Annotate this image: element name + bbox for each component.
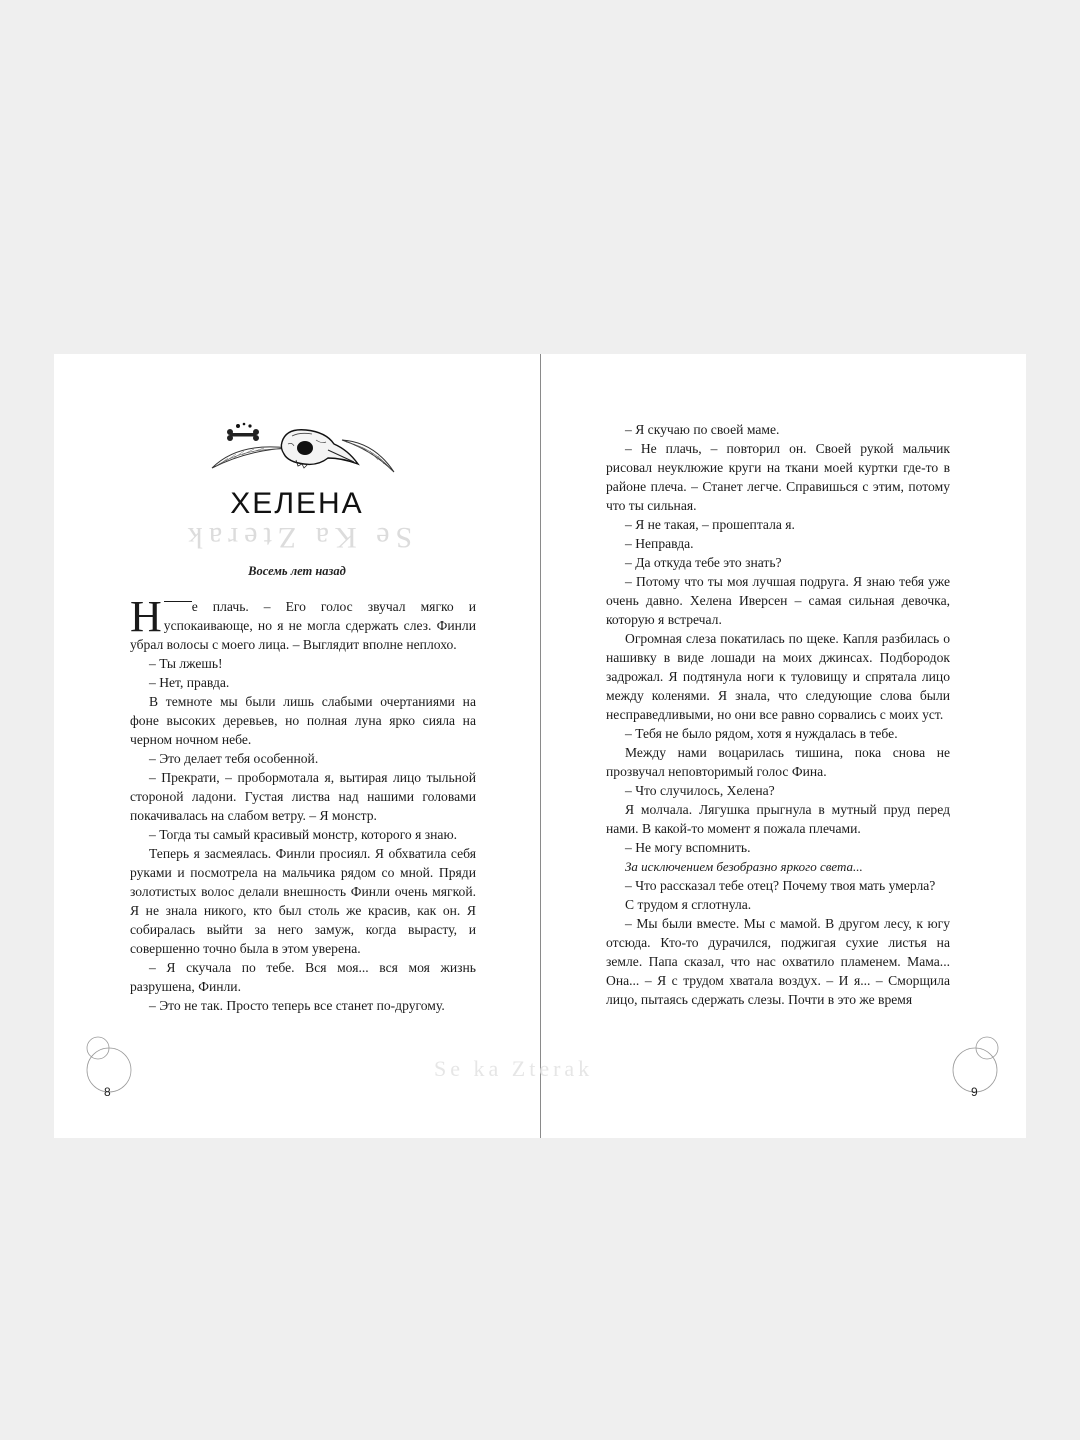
chapter-title: ХЕЛЕНА: [230, 487, 364, 520]
bottom-watermark: Se ka Zterak: [434, 1056, 594, 1081]
paragraph: – Что случилось, Хелена?: [625, 783, 775, 798]
page-number-right: 9: [971, 1085, 978, 1099]
page-number-circles-icon: [82, 1034, 142, 1094]
paragraph: – Прекрати, – пробормотала я, вытирая лицо тыльной стороной ладони. Густая листва над нашими головами покачивалась на слабом ветру. – Я монстр.: [130, 770, 476, 823]
paragraph: – Потому что ты моя лучшая подруга. Я знаю тебя уже очень давно. Хелена Иверсен – самая сильная девочка, которую я встречал.: [606, 574, 950, 627]
page-number-left: 8: [104, 1085, 111, 1099]
right-page: [541, 354, 1026, 1138]
paragraph: – Не плачь, – повторил он. Своей рукой мальчик рисовал неуклюжие круги на ткани моей куртки где-то в районе плеча. – Станет легче. Справишься с этим, потому что ты сильная.: [606, 441, 950, 513]
paragraph: – Неправда.: [625, 536, 694, 551]
paragraph: – Тогда ты самый красивый монстр, которого я знаю.: [149, 827, 458, 842]
paragraph: Теперь я засмеялась. Финли просиял. Я обхватила себя руками и посмотрела на мальчика рядом со мной. Пряди золотистых волос делали внешность Финли очень мягкой. Я не знала никого, кто был столь же красив, как он. Я собиралась выйти за него замуж, когда вырасту, и совершенно точно была в этом уверена.: [130, 846, 476, 956]
left-page-body: [130, 592, 476, 1015]
book-spread: [54, 354, 1026, 1138]
paragraph: В темноте мы были лишь слабыми очертаниями на фоне высоких деревьев, но полная луна ярко сияла на черном ночном небе.: [130, 694, 476, 747]
paragraph: – Это не так. Просто теперь все станет по-другому.: [149, 998, 445, 1013]
paragraph: – Что рассказал тебе отец? Почему твоя мать умерла?: [625, 878, 936, 893]
paragraph: С трудом я сглотнула.: [625, 897, 752, 912]
paragraph: – Мы были вместе. Мы с мамой. В другом лесу, к югу отсюда. Кто-то дурачился, поджигая сухие листья на земле. Папа сказал, что нас охватило пламенем. Мама... Она... – Я с трудом хватала воздух. – И я... – Сморщила лицо, пытаясь сдержать слезы. Почти в это же время: [606, 916, 950, 1007]
paragraph: Огромная слеза покатилась по щеке. Капля разбилась о нашивку в виде лошади на моих джинсах. Подбородок задрожал. Я подтянула ноги к туловищу и спрятала лицо между коленями. Я знала, что следующие слова были несправедливыми, но они все равно сорвались с моих уст.: [606, 631, 950, 722]
paragraph: – Это делает тебя особенной.: [149, 751, 319, 766]
paragraph: – Я скучала по тебе. Вся моя... вся моя жизнь разрушена, Финли.: [130, 960, 476, 994]
first-paragraph: [130, 592, 476, 654]
paragraph: – Да откуда тебе это знать?: [625, 555, 782, 570]
paragraph: Между нами воцарилась тишина, пока снова не прозвучал неповторимый голос Фина.: [606, 745, 950, 779]
paragraph: – Я не такая, – прошептала я.: [625, 517, 795, 532]
raven-skull-ornament-icon: [208, 420, 398, 480]
paragraph: – Нет, правда.: [149, 675, 230, 690]
paragraph: Я молчала. Лягушка прыгнула в мутный пруд перед нами. В какой-то момент я пожала плечами.: [606, 802, 950, 836]
paragraph: – Не могу вспомнить.: [625, 840, 751, 855]
first-paragraph-text: е плачь. – Его голос звучал мягко и успокаивающе, но я не могла сдержать слез. Финли убрал волосы с моего лица. – Выглядит вполне неплохо.: [130, 599, 476, 652]
paragraph: – Тебя не было рядом, хотя я нуждалась в тебе.: [625, 726, 898, 741]
chapter-subtitle: Восемь лет назад: [248, 564, 346, 578]
mirrored-watermark: Se Ka Zterak: [181, 521, 413, 554]
left-page: [54, 354, 540, 1138]
paragraph: – Я скучаю по своей маме.: [625, 422, 780, 437]
paragraph: – Ты лжешь!: [149, 656, 223, 671]
italic-thought: За исключением безобразно яркого света...: [625, 859, 863, 874]
dropcap-dash: [164, 601, 192, 602]
right-page-body: [606, 420, 950, 1009]
dropcap-letter: Н: [130, 592, 162, 641]
